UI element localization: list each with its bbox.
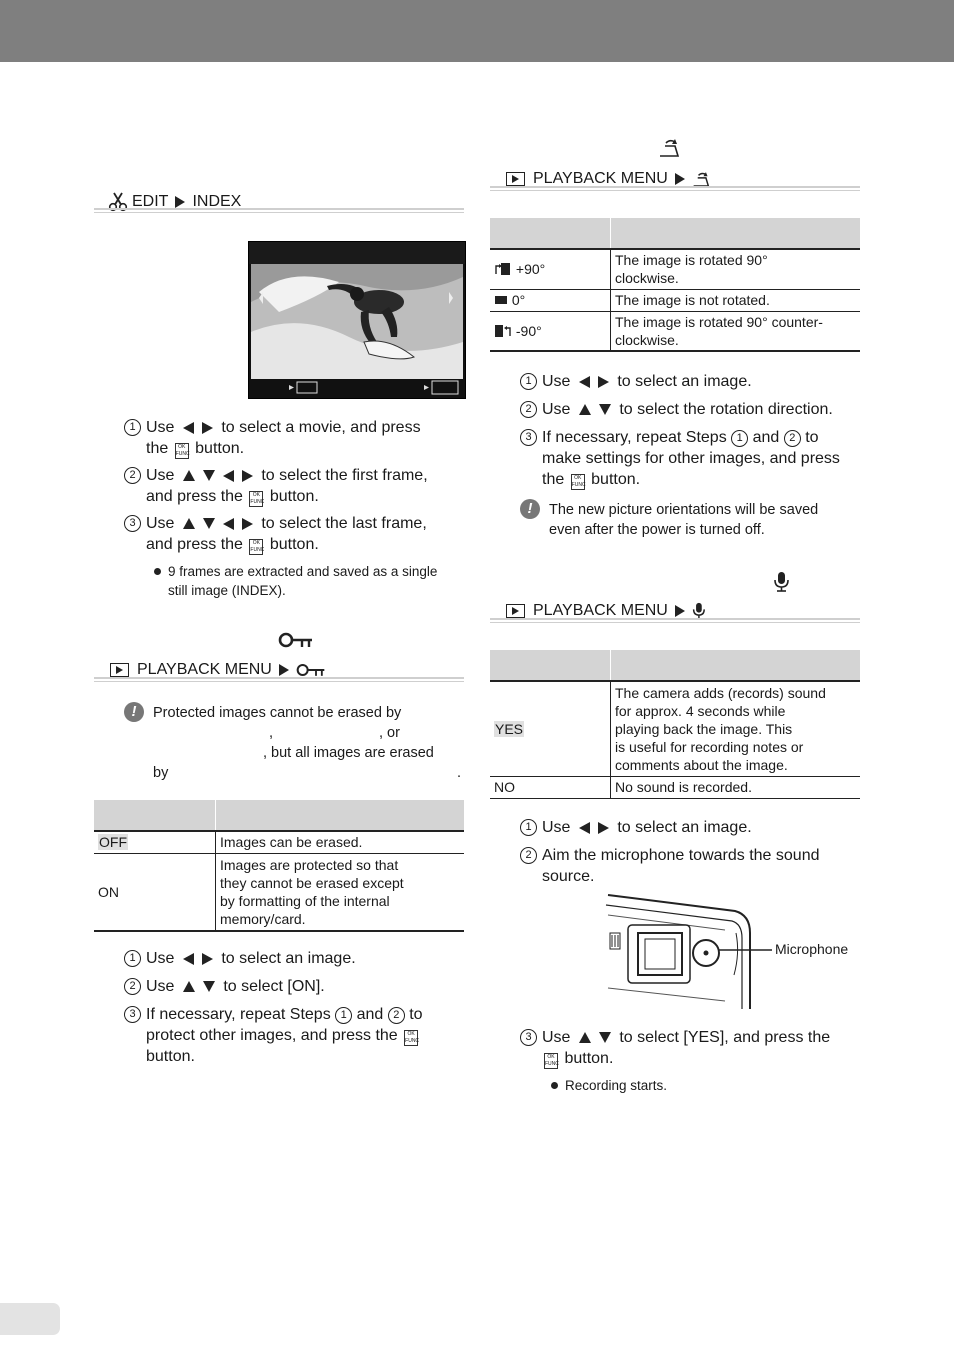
index-step-2: 2 Use to select the first frame, and press the OK FUNC button. xyxy=(124,465,464,507)
rotate-plus90-icon xyxy=(494,262,512,276)
arrow-up-icon xyxy=(579,1032,591,1043)
ok-func-button-icon: OK FUNC xyxy=(571,475,586,488)
arrow-right-icon xyxy=(242,518,253,530)
sound-menu-path: PLAYBACK MENU xyxy=(506,602,705,620)
protect-step-3: 3 If necessary, repeat Steps 1 and 2 to protect other images, and press the OK FUNC button. xyxy=(124,1004,464,1067)
ok-func-button-icon: OK FUNC xyxy=(250,492,265,505)
arrow-down-icon xyxy=(203,518,215,529)
playback-icon xyxy=(110,663,129,677)
playback-icon xyxy=(506,172,525,186)
rotate-step-3: 3 If necessary, repeat Steps 1 and 2 to make settings for other images, and press the OK FUNC button. xyxy=(520,427,865,490)
arrow-right-icon xyxy=(242,470,253,482)
arrow-right-icon xyxy=(675,605,685,617)
rotate-table: +90° The image is rotated 90° clockwise. 0° The image is not rotated. -90° The image is rotated 90° counter- clockwise. xyxy=(490,218,860,352)
arrow-left-icon xyxy=(579,376,590,388)
edit-label: EDIT xyxy=(132,193,169,210)
lcd-preview xyxy=(248,241,466,399)
arrow-right-icon xyxy=(279,664,289,676)
arrow-right-icon xyxy=(675,173,685,185)
rotate-zero-icon xyxy=(494,295,508,305)
protect-key-icon xyxy=(278,632,314,648)
rotate-icon xyxy=(658,138,680,158)
arrow-up-icon xyxy=(183,518,195,529)
rotate-minus90-icon xyxy=(494,324,512,338)
ok-func-button-icon: OK FUNC xyxy=(175,444,190,457)
arrow-left-icon xyxy=(183,953,194,965)
arrow-left-icon xyxy=(183,422,194,434)
rotate-note: The new picture orientations will be saved even after the power is turned off. xyxy=(549,502,819,538)
arrow-right-icon xyxy=(598,822,609,834)
arrow-left-icon xyxy=(223,518,234,530)
section-rule xyxy=(94,208,464,213)
sound-step-1: 1 Use to select an image. xyxy=(520,817,865,838)
arrow-down-icon xyxy=(599,404,611,415)
index-label: INDEX xyxy=(192,193,242,210)
sound-step-3: 3 Use to select [YES], and press the OK FUNC button. xyxy=(520,1027,865,1069)
playback-icon xyxy=(506,604,525,618)
arrow-right-icon xyxy=(598,376,609,388)
surfer-photo xyxy=(249,242,465,398)
protect-menu-path: PLAYBACK MENU xyxy=(110,661,326,679)
ok-func-button-icon: OK FUNC xyxy=(405,1031,420,1044)
protect-table: OFF Images can be erased. ON Images are protected so that they cannot be erased except by formatting of the internal memory/card. xyxy=(94,800,464,932)
section-rule xyxy=(490,618,860,623)
rotate-icon xyxy=(692,171,710,188)
arrow-up-icon xyxy=(183,470,195,481)
arrow-left-icon xyxy=(223,470,234,482)
protect-key-icon xyxy=(296,663,326,677)
section-rule xyxy=(490,186,860,191)
rotate-step-2: 2 Use to select the rotation direction. xyxy=(520,399,865,420)
arrow-down-icon xyxy=(599,1032,611,1043)
arrow-right-icon xyxy=(202,953,213,965)
microphone-icon xyxy=(773,571,789,593)
arrow-up-icon xyxy=(579,404,591,415)
protect-step-2: 2 Use to select [ON]. xyxy=(124,976,464,997)
index-step-3: 3 Use to select the last frame, and press the OK FUNC button. xyxy=(124,513,464,555)
microphone-label: Microphone xyxy=(775,941,849,957)
caution-icon: ! xyxy=(520,499,540,519)
ok-func-button-icon: OK FUNC xyxy=(545,1054,559,1067)
protect-step-1: 1 Use to select an image. xyxy=(124,948,464,969)
arrow-right-icon xyxy=(175,196,185,208)
sound-bullet: Recording starts. xyxy=(551,1076,851,1095)
rotate-menu-path: PLAYBACK MENU xyxy=(506,170,710,188)
rotate-step-1: 1 Use to select an image. xyxy=(520,371,865,392)
section-rule xyxy=(94,677,464,682)
ok-func-button-icon: OK FUNC xyxy=(250,540,265,553)
protect-note: Protected images cannot be erased by , , or , but all images are erased by . xyxy=(153,705,462,781)
index-step-1: 1 Use to select a movie, and press the OK FUNC button. xyxy=(124,417,464,459)
header-bar xyxy=(0,0,954,62)
arrow-left-icon xyxy=(579,822,590,834)
arrow-down-icon xyxy=(203,470,215,481)
sound-table: YES The camera adds (records) sound for approx. 4 seconds while playing back the image. This is useful for recording notes or comments about the image. NO No sound is recorded. xyxy=(490,650,860,799)
arrow-down-icon xyxy=(203,981,215,992)
arrow-up-icon xyxy=(183,981,195,992)
index-bullet: 9 frames are extracted and saved as a single still image (INDEX). xyxy=(154,562,464,600)
page-number-tab xyxy=(0,1303,60,1335)
caution-icon: ! xyxy=(124,702,144,722)
arrow-right-icon xyxy=(202,422,213,434)
sound-step-2: 2 Aim the microphone towards the sound source. xyxy=(520,845,865,887)
